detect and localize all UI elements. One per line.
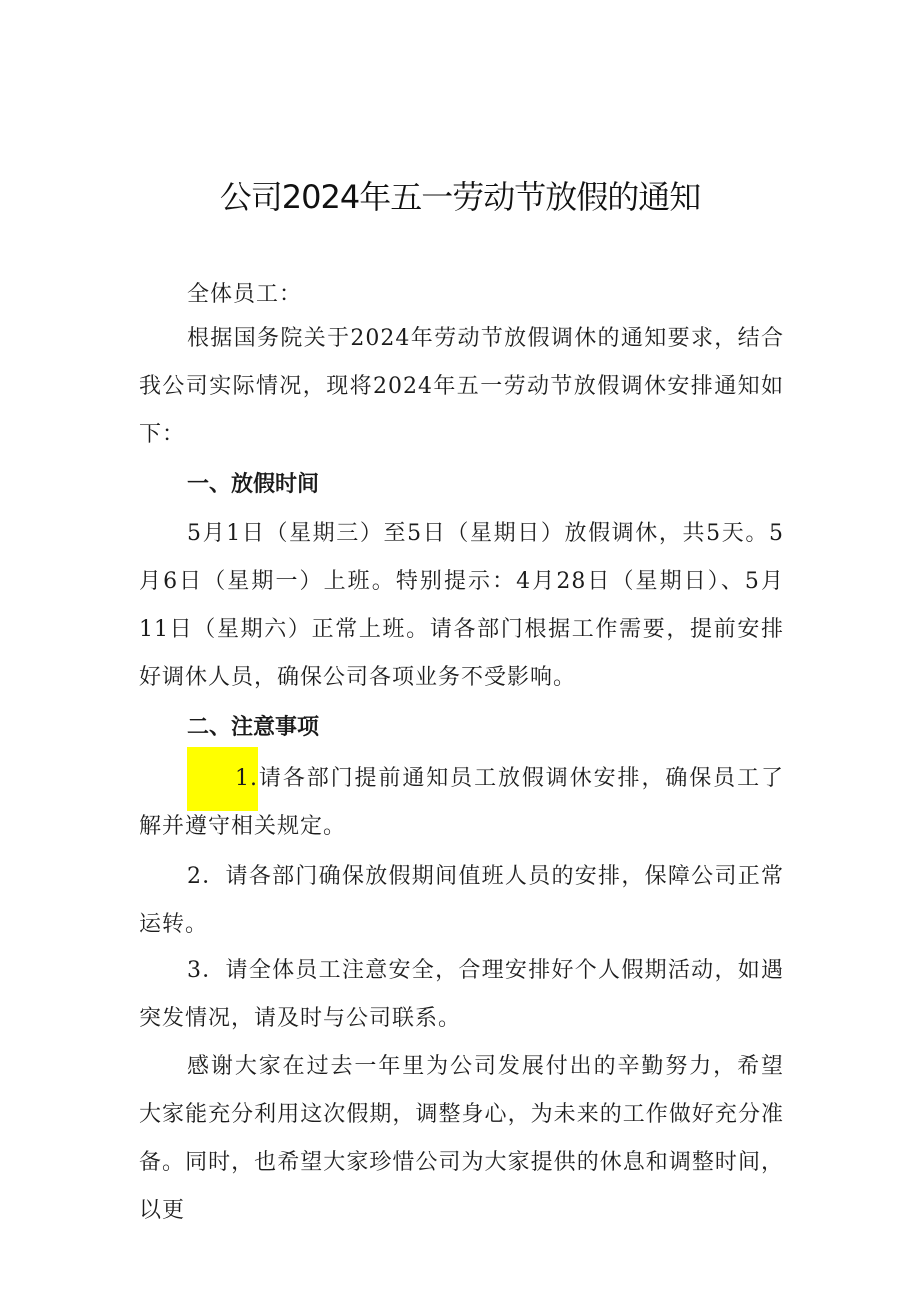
notes-item-3: 3．请全体员工注意安全，合理安排好个人假期活动，如遇突发情况，请及时与公司联系。 [139, 958, 784, 1031]
notes-item-1 [139, 755, 784, 851]
document-title: 公司2024年五一劳动节放假的通知 [219, 178, 701, 216]
notes-item-2: 2．请各部门确保放假期间值班人员的安排，保障公司正常运转。 [139, 864, 784, 937]
intro-paragraph: 根据国务院关于2024年劳动节放假调休的通知要求，结合我公司实际情况，现将2024年五一劳动节放假调休安排通知如下： [139, 326, 784, 447]
closing-paragraph: 感谢大家在过去一年里为公司发展付出的辛勤努力，希望大家能充分利用这次假期，调整身心，为未来的工作做好充分准备。同时，也希望大家珍惜公司为大家提供的休息和调整时间，以更 [139, 1054, 784, 1223]
salutation: 全体员工： [187, 282, 303, 307]
notes-item-1-text: 请各部门提前通知员工放假调休安排，确保员工了解并遵守相关规定。 [139, 766, 784, 839]
highlighted-item-number: 1. [187, 747, 258, 811]
salutation-text [139, 271, 784, 319]
holiday-time-paragraph: 5月1日（星期三）至5日（星期日）放假调休，共5天。5月6日（星期一）上班。特别提示：4月28日（星期日）、5月11日（星期六）正常上班。请各部门根据工作需要，提前安排好调休人员，确保公司各项业务不受影响。 [139, 521, 784, 690]
section-heading-notes: 二、注意事项 [187, 715, 320, 740]
section-heading-holiday-time: 一、放假时间 [187, 472, 320, 497]
